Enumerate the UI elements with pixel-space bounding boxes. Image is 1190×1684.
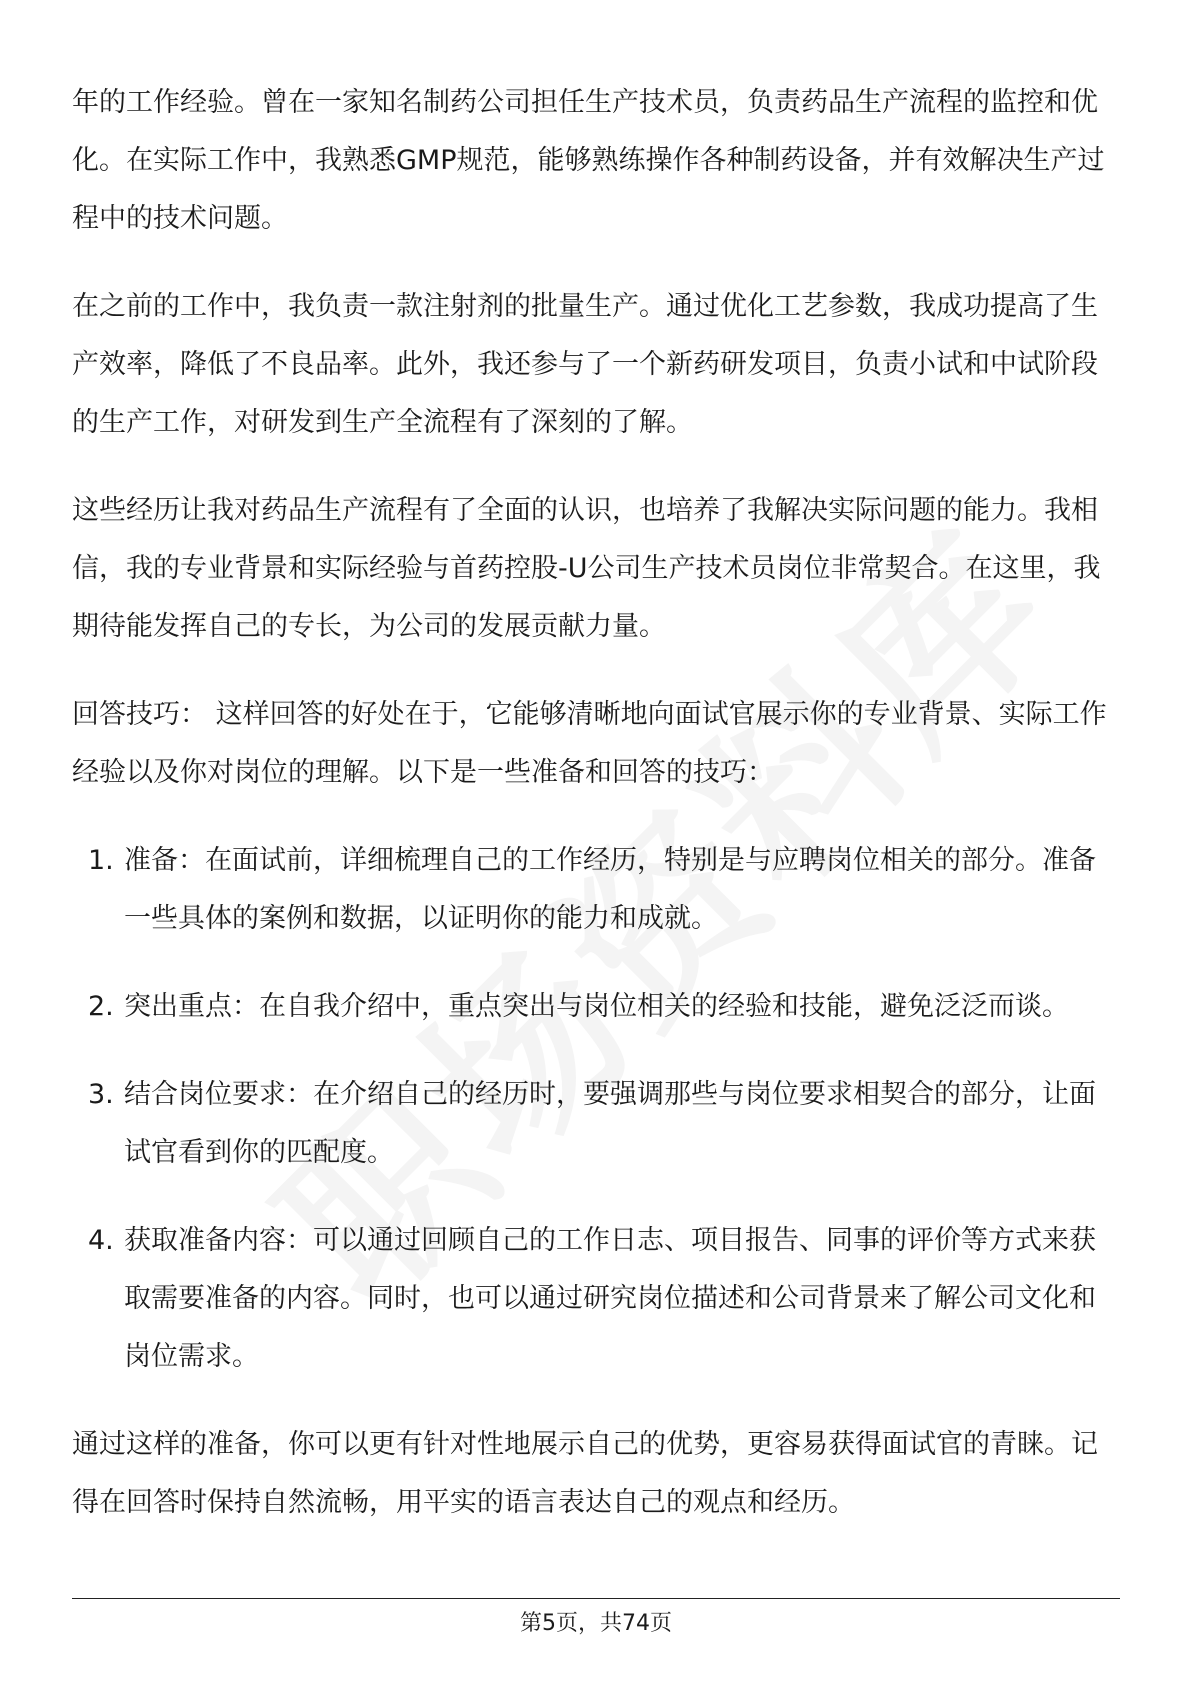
list-item-number: 3.: [88, 1079, 114, 1110]
list-item: [72, 978, 1120, 1036]
page-number: 第5页，共74页: [520, 1611, 672, 1636]
list-item-text: 突出重点：在自我介绍中，重点突出与岗位相关的经验和技能，避免泛泛而谈。: [124, 991, 1069, 1022]
list-item-number: 1.: [88, 845, 114, 876]
paragraph-experience: 年的工作经验。曾在一家知名制药公司担任生产技术员，负责药品生产流程的监控和优化。在实际工作中，我熟悉GMP规范，能够熟练操作各种制药设备，并有效解决生产过程中的技术问题。: [72, 87, 1105, 234]
list-item-text: 结合岗位要求：在介绍自己的经历时，要强调那些与岗位要求相契合的部分，让面试官看到你的匹配度。: [124, 1079, 1096, 1168]
paragraph-answer-tips-intro: 回答技巧： 这样回答的好处在于，它能够清晰地向面试官展示你的专业背景、实际工作经验以及你对岗位的理解。以下是一些准备和回答的技巧：: [72, 699, 1107, 788]
list-item-number: 4.: [88, 1225, 114, 1256]
list-item-number: 2.: [88, 991, 114, 1022]
list-item: [72, 1212, 1120, 1386]
tips-list: [72, 832, 1120, 1386]
list-item-text: 获取准备内容：可以通过回顾自己的工作日志、项目报告、同事的评价等方式来获取需要准备的内容。同时，也可以通过研究岗位描述和公司背景来了解公司文化和岗位需求。: [124, 1225, 1096, 1372]
list-item-text: 准备：在面试前，详细梳理自己的工作经历，特别是与应聘岗位相关的部分。准备一些具体的案例和数据，以证明你的能力和成就。: [124, 845, 1096, 934]
list-item: [72, 832, 1120, 948]
list-item: [72, 1066, 1120, 1182]
document-body: [72, 74, 1120, 1562]
paragraph-summary: 这些经历让我对药品生产流程有了全面的认识，也培养了我解决实际问题的能力。我相信，我的专业背景和实际经验与首药控股-U公司生产技术员岗位非常契合。在这里，我期待能发挥自己的专长，为公司的发展贡献力量。: [72, 495, 1101, 642]
footer-divider: [72, 1598, 1120, 1599]
paragraph-conclusion: 通过这样的准备，你可以更有针对性地展示自己的优势，更容易获得面试官的青睐。记得在回答时保持自然流畅，用平实的语言表达自己的观点和经历。: [72, 1429, 1098, 1518]
paragraph-previous-work: 在之前的工作中，我负责一款注射剂的批量生产。通过优化工艺参数，我成功提高了生产效率，降低了不良品率。此外，我还参与了一个新药研发项目，负责小试和中试阶段的生产工作，对研发到生产全流程有了深刻的了解。: [72, 291, 1098, 438]
